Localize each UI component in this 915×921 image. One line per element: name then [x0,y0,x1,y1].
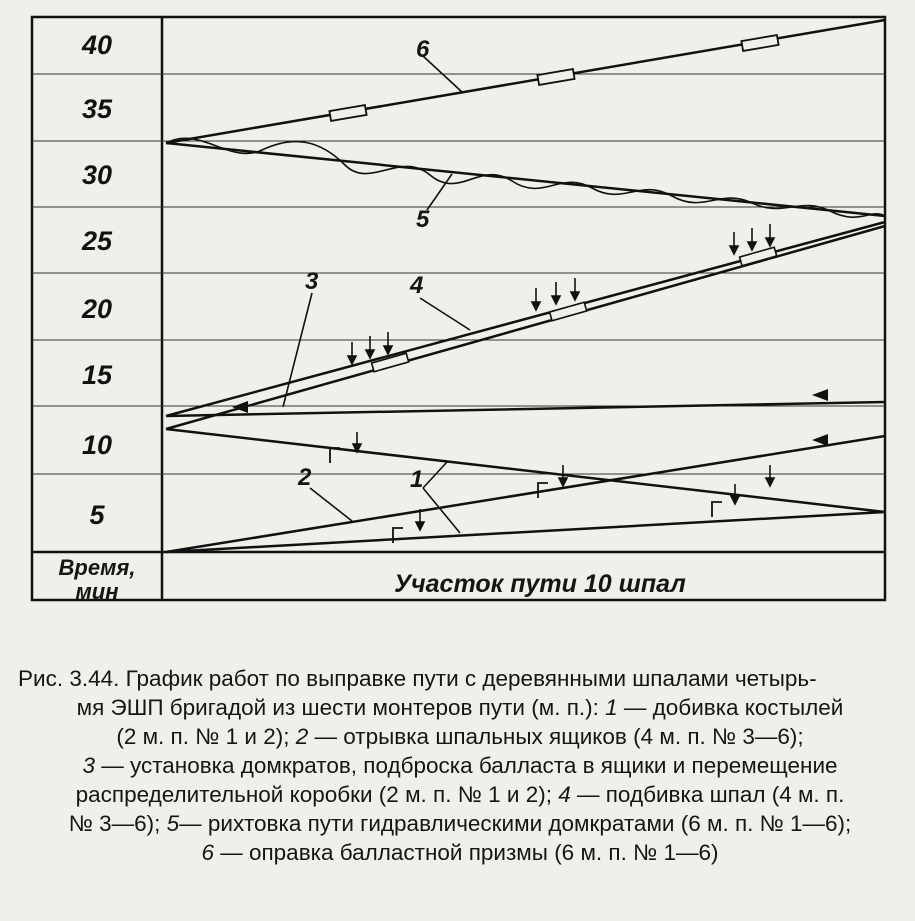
caption-num-2: 2 [295,724,309,749]
grid-lines [32,74,885,474]
direction-arrow [812,389,828,401]
ballast-box-mark [537,69,574,85]
label-line-6: 6 [416,36,430,63]
caption-desc-1: — добивка костылей [617,695,844,720]
line-1-upper [166,429,885,512]
ballast-box-mark [329,105,366,121]
caption-desc-4: — подбивка шпал (4 м. п. [570,782,845,807]
tamping-box-mark [550,302,587,320]
caption-desc-2: — отрывка шпальных ящиков (4 м. п. № 3—6); [308,724,804,749]
caption-line-3 [18,722,902,751]
caption-num-5: 5 [166,811,180,836]
y-axis-title [32,556,162,604]
caption-line-4 [18,751,902,780]
caption-line-6 [18,809,902,838]
y-tick-30: 30 [81,160,113,190]
y-tick-15: 15 [81,360,113,390]
caption-line-1 [18,664,902,693]
label-line-1: 1 [410,466,424,493]
caption-desc-6: — оправка балластной призмы (6 м. п. № 1—6) [213,840,719,865]
y-tick-40: 40 [81,30,113,60]
line-2 [166,512,885,552]
caption-num-6: 6 [201,840,214,865]
leader-5 [427,174,452,210]
x-axis-label: Участок пути 10 шпал [394,570,686,598]
caption-line-5 [18,780,902,809]
spike-marks [330,448,722,543]
line-5 [166,143,885,216]
ballast-box-mark [741,35,778,51]
leader-1 [423,462,460,533]
y-tick-10: 10 [81,430,113,460]
caption-prefix: Рис. 3.44. [18,666,120,691]
caption-desc-3: — установка домкратов, подброска балласта в ящики и перемещение [94,753,838,778]
caption-text: (2 м. п. № 1 и 2); [116,724,296,749]
line-3 [166,222,885,416]
caption-line-7 [18,838,902,867]
y-tick-20: 20 [81,294,113,324]
y-axis-title-line2: мин [75,579,119,604]
caption-line-2 [18,693,902,722]
caption-text: мя ЭШП бригадой из шести монтеров пути (м. п.): [76,695,606,720]
direction-arrow [812,434,828,446]
y-tick-35: 35 [81,94,113,124]
y-axis-title-line1: Время, [58,555,136,580]
line-1-return [166,402,885,416]
line-1 [166,436,885,552]
direction-arrow [232,401,248,413]
y-tick-25: 25 [81,226,113,256]
figure-caption [18,664,902,867]
caption-title: График работ по выправке пути с деревянными шпалами четырь- [119,666,817,691]
leader-2 [310,488,352,521]
leader-4 [420,298,470,330]
caption-text: № 3—6); [68,811,167,836]
label-line-5: 5 [416,206,430,233]
label-line-2: 2 [298,464,312,491]
caption-num-1: 1 [605,695,618,720]
y-tick-5: 5 [89,500,105,530]
caption-num-3: 3 [82,753,95,778]
caption-desc-5: — рихтовка пути гидравлическими домкратами (6 м. п. № 1—6); [179,811,852,836]
label-line-3: 3 [305,268,319,295]
caption-text: распределительной коробки (2 м. п. № 1 и 2); [75,782,559,807]
label-line-4: 4 [410,272,424,299]
caption-num-4: 4 [558,782,571,807]
